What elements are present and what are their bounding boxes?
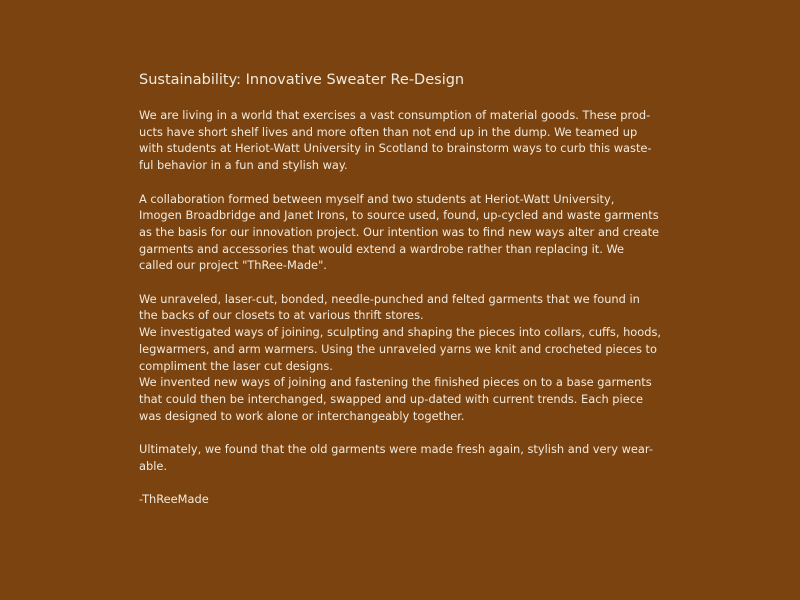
paragraph-line: that could then be interchanged, swapped and up-dated with current trends. Each piece xyxy=(139,391,643,406)
page-title: Sustainability: Innovative Sweater Re-Design xyxy=(139,72,465,88)
paragraph-line: called our project "ThRee-Made". xyxy=(139,258,327,273)
paragraph-spacer xyxy=(139,174,691,191)
paragraph-line: compliment the laser cut designs. xyxy=(139,358,333,373)
paragraph-line: with students at Heriot-Watt University in Scotland to brainstorm ways to curb this waste- xyxy=(139,141,652,156)
paragraph-spacer xyxy=(139,274,691,291)
paragraph-line: legwarmers, and arm warmers. Using the unraveled yarns we knit and crocheted pieces to xyxy=(139,341,657,356)
paragraph-line: the backs of our closets to at various thrift stores. xyxy=(139,308,424,323)
paragraph-line: We are living in a world that exercises a vast consumption of material goods. These prod- xyxy=(139,108,651,122)
paragraph-line: Ultimately, we found that the old garments were made fresh again, stylish and very wear- xyxy=(139,442,653,457)
paragraph-line: We invented new ways of joining and fastening the finished pieces on to a base garments xyxy=(139,375,652,390)
paragraph-line: ucts have short shelf lives and more often than not end up in the dump. We teamed up xyxy=(139,124,638,139)
paragraph-line: as the basis for our innovation project. Our intention was to find new ways alter and create xyxy=(139,224,660,239)
paragraph-line: was designed to work alone or interchangeably together. xyxy=(139,408,465,423)
paragraph-line: able. xyxy=(139,458,168,473)
signature: -ThReeMade xyxy=(139,492,209,507)
paragraph-line: Imogen Broadbridge and Janet Irons, to source used, found, up-cycled and waste garments xyxy=(139,208,659,223)
paragraph-process xyxy=(139,291,691,425)
paragraph-line: We unraveled, laser-cut, bonded, needle-punched and felted garments that we found in xyxy=(139,291,640,306)
text-content xyxy=(139,70,691,508)
paragraph-collaboration xyxy=(139,191,691,275)
paragraph-line: A collaboration formed between myself and two students at Heriot-Watt University, xyxy=(139,191,615,206)
paragraph-conclusion xyxy=(139,441,691,474)
paragraph-spacer xyxy=(139,474,691,491)
paragraph-spacer xyxy=(139,424,691,441)
paragraph-line: garments and accessories that would extend a wardrobe rather than replacing it. We xyxy=(139,241,625,256)
paragraph-intro xyxy=(139,107,691,174)
paragraph-line: We investigated ways of joining, sculpting and shaping the pieces into collars, cuffs, hoods, xyxy=(139,325,662,340)
paragraph-line: ful behavior in a fun and stylish way. xyxy=(139,158,348,173)
